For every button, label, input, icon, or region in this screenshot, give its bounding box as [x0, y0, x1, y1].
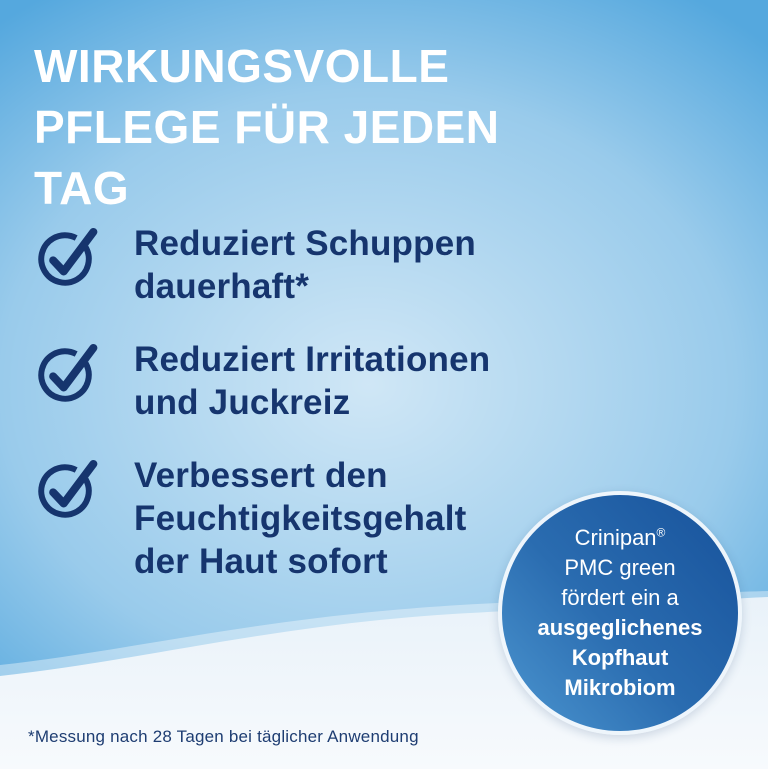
benefit-text	[134, 222, 476, 308]
headline	[34, 36, 500, 219]
badge-brand: Crinipan	[574, 525, 657, 550]
registered-trademark-symbol: ®	[656, 525, 666, 540]
headline-line: WIRKUNGSVOLLE	[34, 40, 450, 92]
benefit-text-line: Verbessert den	[134, 456, 388, 495]
ingredient-badge	[498, 491, 742, 735]
headline-line: TAG	[34, 162, 130, 214]
benefit-text-line: Reduziert Schuppen	[134, 224, 476, 263]
benefit-text-line: der Haut sofort	[134, 542, 388, 581]
benefit-text-line: und Juckreiz	[134, 383, 351, 422]
benefit-text-line: Feuchtigkeitsgehalt	[134, 499, 467, 538]
benefit-item-irritation	[34, 338, 490, 424]
check-circle-icon	[34, 456, 100, 522]
check-circle-icon	[34, 224, 100, 290]
benefit-item-dandruff	[34, 222, 490, 308]
badge-brand-line	[575, 523, 666, 553]
headline-line: PFLEGE FÜR JEDEN	[34, 101, 500, 153]
badge-line-bold: ausgeglichenes	[537, 615, 703, 640]
footnote: *Messung nach 28 Tagen bei täglicher Anwendung	[28, 727, 419, 746]
benefit-text	[134, 454, 466, 583]
benefit-text-line: dauerhaft*	[134, 267, 310, 306]
badge-line: PMC green	[564, 555, 676, 580]
badge-line: fördert ein a	[561, 585, 679, 610]
benefit-list	[34, 222, 490, 583]
badge-line-bold: Mikrobiom	[564, 675, 676, 700]
benefit-text	[134, 338, 490, 424]
badge-line-bold: Kopfhaut	[571, 645, 669, 670]
check-circle-icon	[34, 340, 100, 406]
benefit-text-line: Reduziert Irritationen	[134, 340, 491, 379]
benefit-item-moisture	[34, 454, 490, 583]
